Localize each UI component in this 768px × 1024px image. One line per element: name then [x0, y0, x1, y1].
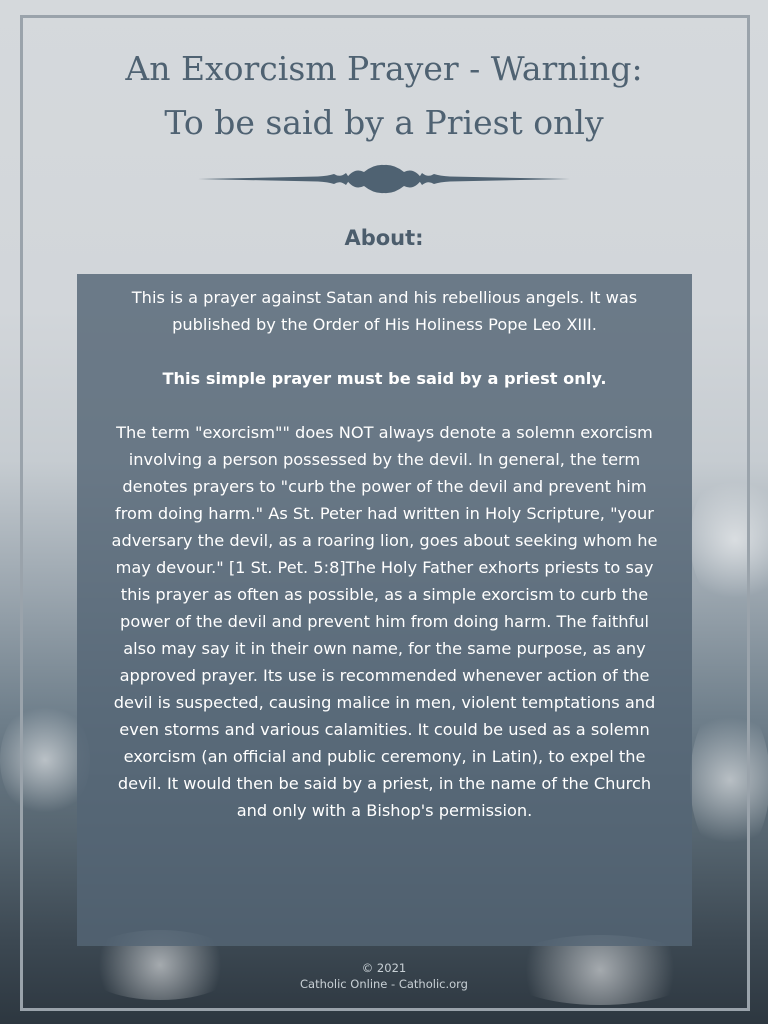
copyright-text: © 2021 — [361, 961, 407, 975]
page-title — [0, 42, 768, 150]
footer — [0, 960, 768, 992]
warning-paragraph: This simple prayer must be said by a priest only. — [162, 369, 607, 388]
source-text: Catholic Online - Catholic.org — [300, 977, 468, 991]
title-line-1: An Exorcism Prayer - Warning: — [125, 49, 643, 88]
section-heading: About: — [344, 226, 424, 250]
title-line-2: To be said by a Priest only — [164, 103, 604, 142]
ornamental-divider-icon — [198, 162, 570, 196]
intro-paragraph: This is a prayer against Satan and his rebellious angels. It was published by the Order of His Holiness Pope Leo XIII. — [131, 288, 638, 334]
explanation-paragraph: The term "exorcism"" does NOT always denote a solemn exorcism involving a person possessed by the devil. In general, the term denotes prayers to "curb the power of the devil and prevent him from doing harm." As St. Peter had written in Holy Scripture, "your adversary the devil, as a roaring lion, goes about seeking whom he may devour." [1 St. Pet. 5:8]The Holy Father exhorts priests to say this prayer as often as possible, as a simple exorcism to curb the power of the devil and prevent him from doing harm. The faithful also may say it in their own name, for the same purpose, as any approved prayer. Its use is recommended whenever action of the devil is suspected, causing malice in men, violent temptations and even storms and various calamities. It could be used as a solemn exorcism (an official and public ceremony, in Latin), to expel the devil. It would then be said by a priest, in the name of the Church and only with a Bishop's permission. — [111, 423, 658, 820]
about-text — [110, 284, 659, 851]
